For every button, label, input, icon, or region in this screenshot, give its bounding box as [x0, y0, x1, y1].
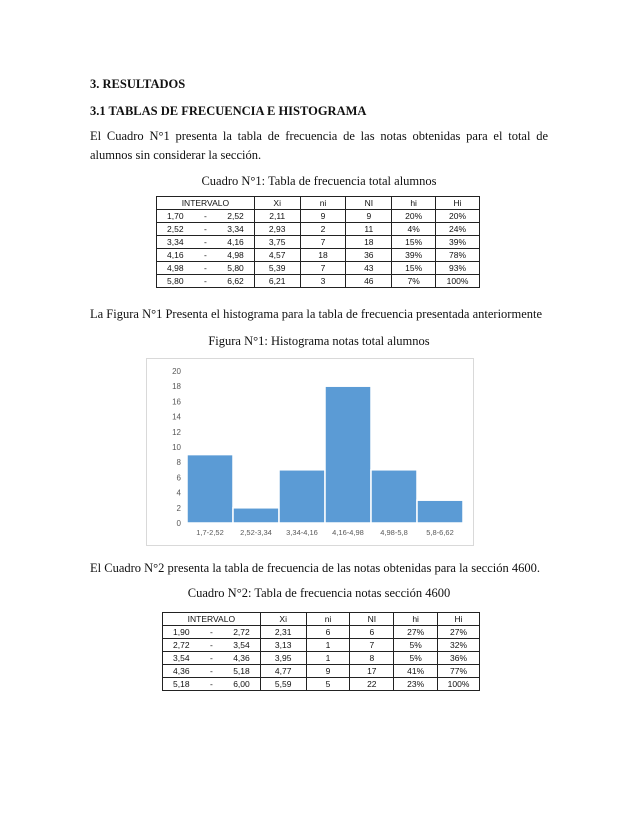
- x-tick-label: 3,34-4,16: [286, 528, 318, 537]
- cell-xi: 5,39: [254, 262, 300, 275]
- header-hi: hi: [392, 197, 436, 210]
- interval-low: 1,70: [167, 211, 184, 221]
- table-row: [157, 210, 480, 223]
- interval-low: 5,18: [173, 679, 190, 689]
- cell-NI: 22: [350, 678, 394, 691]
- interval-low: 4,98: [167, 263, 184, 273]
- interval-high: 4,16: [227, 237, 244, 247]
- table-row: [163, 665, 480, 678]
- cell-Hi: 24%: [436, 223, 480, 236]
- header-ni: ni: [306, 613, 350, 626]
- header-Hi: Hi: [436, 197, 480, 210]
- histogram-bar: [279, 470, 325, 523]
- paragraph-3: El Cuadro N°2 presenta la tabla de frecuencia de las notas obtenidas para la sección 4600.: [90, 561, 540, 575]
- cell-hi: 39%: [392, 249, 436, 262]
- table-row: [163, 626, 480, 639]
- table-row: [157, 262, 480, 275]
- cell-ni: 18: [300, 249, 346, 262]
- cell-NI: 7: [350, 639, 394, 652]
- table-row: [163, 652, 480, 665]
- cell-hi: 5%: [394, 652, 438, 665]
- interval-dash: -: [209, 627, 213, 637]
- interval-dash: -: [203, 250, 207, 260]
- interval-high: 4,36: [233, 653, 250, 663]
- histogram-bar: [233, 508, 279, 523]
- x-tick-label: 4,16-4,98: [332, 528, 364, 537]
- y-tick-label: 0: [176, 519, 181, 528]
- cell-hi: 20%: [392, 210, 436, 223]
- x-tick-label: 4,98-5,8: [380, 528, 408, 537]
- table-1-caption: Cuadro N°1: Tabla de frecuencia total alumnos: [201, 174, 437, 188]
- header-xi: Xi: [254, 197, 300, 210]
- header-hi: hi: [394, 613, 438, 626]
- cell-hi: 27%: [394, 626, 438, 639]
- header-NI: NI: [346, 197, 392, 210]
- y-tick-label: 10: [172, 443, 181, 452]
- cell-intervalo: [157, 223, 255, 236]
- cell-Hi: 93%: [436, 262, 480, 275]
- cell-ni: 7: [300, 262, 346, 275]
- cell-hi: 15%: [392, 236, 436, 249]
- cell-Hi: 100%: [436, 275, 480, 288]
- table-header-row: [163, 613, 480, 626]
- table-header-row: [157, 197, 480, 210]
- cell-xi: 3,13: [260, 639, 306, 652]
- paragraph-1-line-1: El Cuadro N°1 presenta la tabla de frecuencia de las notas obtenidas para el total de: [90, 129, 548, 143]
- cell-intervalo: [157, 210, 255, 223]
- cell-hi: 23%: [394, 678, 438, 691]
- y-tick-label: 6: [176, 473, 181, 483]
- cell-xi: 2,11: [254, 210, 300, 223]
- interval-high: 2,72: [233, 627, 250, 637]
- cell-NI: 36: [346, 249, 392, 262]
- cell-hi: 41%: [394, 665, 438, 678]
- y-tick-label: 2: [176, 503, 181, 513]
- y-tick-label: 12: [172, 427, 181, 437]
- histogram-bar: [325, 386, 371, 523]
- cell-hi: 7%: [392, 275, 436, 288]
- y-tick-label: 20: [172, 367, 181, 376]
- cell-intervalo: [157, 275, 255, 288]
- cell-ni: 7: [300, 236, 346, 249]
- figure-1-caption: Figura N°1: Histograma notas total alumnos: [208, 334, 430, 348]
- table-row: [157, 275, 480, 288]
- interval-low: 3,34: [167, 237, 184, 247]
- table-row: [163, 678, 480, 691]
- y-tick-label: 16: [172, 397, 181, 407]
- interval-high: 6,62: [227, 276, 244, 286]
- interval-dash: -: [203, 237, 207, 247]
- interval-high: 5,18: [233, 666, 250, 676]
- interval-dash: -: [209, 640, 213, 650]
- interval-low: 5,80: [167, 276, 184, 286]
- interval-dash: -: [209, 679, 213, 689]
- paragraph-1-line-2: alumnos sin considerar la sección.: [90, 148, 262, 162]
- cell-NI: 18: [346, 236, 392, 249]
- interval-dash: -: [203, 276, 207, 286]
- cell-NI: 8: [350, 652, 394, 665]
- cell-xi: 2,93: [254, 223, 300, 236]
- interval-high: 5,80: [227, 263, 244, 273]
- cell-intervalo: [157, 249, 255, 262]
- y-tick-label: 8: [176, 458, 181, 468]
- cell-ni: 6: [306, 626, 350, 639]
- cell-NI: 17: [350, 665, 394, 678]
- cell-ni: 5: [306, 678, 350, 691]
- interval-low: 4,36: [173, 666, 190, 676]
- interval-dash: -: [203, 211, 207, 221]
- cell-hi: 5%: [394, 639, 438, 652]
- cell-xi: 6,21: [254, 275, 300, 288]
- table-row: [157, 236, 480, 249]
- cell-ni: 9: [300, 210, 346, 223]
- cell-intervalo: [157, 262, 255, 275]
- cell-NI: 46: [346, 275, 392, 288]
- header-Hi: Hi: [438, 613, 480, 626]
- y-tick-label: 18: [172, 382, 181, 392]
- cell-ni: 2: [300, 223, 346, 236]
- interval-dash: -: [209, 666, 213, 676]
- cell-ni: 1: [306, 639, 350, 652]
- table-2-caption: Cuadro N°2: Tabla de frecuencia notas sección 4600: [187, 586, 451, 600]
- histogram-svg: [147, 359, 473, 545]
- paragraph-2: La Figura N°1 Presenta el histograma para la tabla de frecuencia presentada anteriormente: [90, 307, 543, 321]
- table-row: [157, 223, 480, 236]
- histogram-chart: [146, 358, 474, 546]
- cell-xi: 4,57: [254, 249, 300, 262]
- cell-Hi: 20%: [436, 210, 480, 223]
- interval-high: 6,00: [233, 679, 250, 689]
- histogram-bar: [371, 470, 417, 523]
- interval-high: 3,54: [233, 640, 250, 650]
- section-heading: 3. RESULTADOS: [90, 77, 186, 91]
- cell-hi: 4%: [392, 223, 436, 236]
- cell-intervalo: [163, 665, 261, 678]
- cell-intervalo: [157, 236, 255, 249]
- cell-NI: 9: [346, 210, 392, 223]
- interval-low: 3,54: [173, 653, 190, 663]
- cell-xi: 3,75: [254, 236, 300, 249]
- x-tick-label: 1,7-2,52: [196, 528, 224, 537]
- header-ni: ni: [300, 197, 346, 210]
- histogram-bar: [417, 500, 463, 523]
- y-tick-label: 4: [176, 488, 181, 498]
- cell-xi: 3,95: [260, 652, 306, 665]
- interval-low: 2,72: [173, 640, 190, 650]
- x-tick-label: 2,52-3,34: [240, 528, 272, 537]
- cell-xi: 4,77: [260, 665, 306, 678]
- cell-intervalo: [163, 626, 261, 639]
- interval-dash: -: [203, 224, 207, 234]
- header-intervalo: INTERVALO: [157, 197, 255, 210]
- cell-xi: 2,31: [260, 626, 306, 639]
- frequency-table-total: [156, 196, 480, 288]
- interval-low: 2,52: [167, 224, 184, 234]
- y-tick-label: 14: [172, 412, 181, 422]
- cell-hi: 15%: [392, 262, 436, 275]
- interval-dash: -: [209, 653, 213, 663]
- cell-NI: 11: [346, 223, 392, 236]
- x-tick-label: 5,8-6,62: [426, 528, 454, 537]
- cell-ni: 1: [306, 652, 350, 665]
- cell-xi: 5,59: [260, 678, 306, 691]
- header-intervalo: INTERVALO: [163, 613, 261, 626]
- interval-high: 3,34: [227, 224, 244, 234]
- table-row: [157, 249, 480, 262]
- cell-Hi: 36%: [438, 652, 480, 665]
- interval-high: 2,52: [227, 211, 244, 221]
- cell-Hi: 100%: [438, 678, 480, 691]
- header-NI: NI: [350, 613, 394, 626]
- cell-ni: 3: [300, 275, 346, 288]
- cell-ni: 9: [306, 665, 350, 678]
- cell-Hi: 78%: [436, 249, 480, 262]
- cell-Hi: 32%: [438, 639, 480, 652]
- cell-NI: 6: [350, 626, 394, 639]
- cell-Hi: 27%: [438, 626, 480, 639]
- cell-Hi: 77%: [438, 665, 480, 678]
- cell-intervalo: [163, 639, 261, 652]
- cell-intervalo: [163, 678, 261, 691]
- histogram-bar: [187, 455, 233, 523]
- subsection-heading: 3.1 TABLAS DE FRECUENCIA E HISTOGRAMA: [90, 104, 367, 118]
- interval-low: 1,90: [173, 627, 190, 637]
- cell-NI: 43: [346, 262, 392, 275]
- interval-dash: -: [203, 263, 207, 273]
- cell-Hi: 39%: [436, 236, 480, 249]
- interval-low: 4,16: [167, 250, 184, 260]
- table-row: [163, 639, 480, 652]
- frequency-table-section-4600: [162, 612, 480, 691]
- interval-high: 4,98: [227, 250, 244, 260]
- cell-intervalo: [163, 652, 261, 665]
- header-xi: Xi: [260, 613, 306, 626]
